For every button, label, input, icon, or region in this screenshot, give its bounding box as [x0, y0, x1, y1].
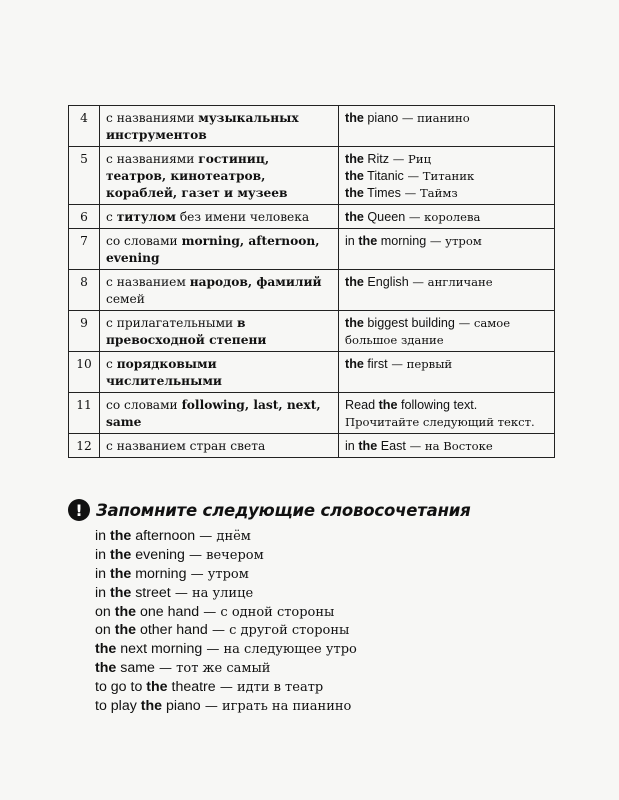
text-segment: to play: [95, 698, 141, 715]
article-the: the: [345, 275, 364, 289]
table-row: [69, 205, 555, 229]
article-the: the: [109, 584, 132, 601]
text-segment: in: [345, 439, 359, 453]
article-the: в превосходной степени: [106, 316, 267, 347]
rule-description: [100, 106, 339, 147]
article-the: following, last, next, same: [106, 398, 321, 429]
text-segment: in: [95, 546, 110, 563]
rule-number: 8: [69, 270, 100, 311]
text-segment: Read: [345, 398, 379, 412]
article-the: the: [109, 546, 132, 563]
text-segment: street: [131, 584, 171, 601]
example-line: [345, 233, 548, 250]
translation-text: — утром: [426, 234, 482, 248]
rule-number: 7: [69, 229, 100, 270]
text-segment: one hand: [136, 603, 200, 620]
remember-title: Запомните следующие словосочетания: [96, 500, 471, 520]
list-item: [95, 659, 568, 678]
article-the: the: [345, 210, 364, 224]
table-row: [69, 434, 555, 458]
example-line: [345, 168, 548, 185]
article-the: титулом: [116, 210, 176, 224]
remember-section: [68, 495, 568, 716]
translation-text: — на следующее утро: [202, 642, 357, 658]
text-segment: piano: [162, 698, 201, 715]
example-line: [345, 356, 548, 373]
table-row: [69, 147, 555, 205]
text-segment: in: [95, 565, 110, 582]
text-segment: Queen: [363, 210, 406, 224]
translation-text: — Риц: [389, 152, 432, 166]
table-row: [69, 106, 555, 147]
text-segment: next morning: [116, 641, 203, 658]
text-segment: on: [95, 622, 115, 639]
text-segment: other hand: [136, 622, 208, 639]
example-line: [345, 414, 548, 431]
rule-description: [100, 311, 339, 352]
text-segment: с названиями: [106, 111, 199, 125]
text-segment: on: [95, 603, 115, 620]
rule-number: 4: [69, 106, 100, 147]
rule-number: 5: [69, 147, 100, 205]
text-segment: с названиями: [106, 152, 199, 166]
list-item: [95, 621, 568, 640]
text-segment: following text.: [397, 398, 478, 412]
rule-example: [339, 311, 555, 352]
table-row: [69, 393, 555, 434]
article-the: the: [345, 111, 364, 125]
text-segment: to go to: [95, 679, 147, 696]
rule-description: [100, 393, 339, 434]
article-the: the: [146, 679, 168, 696]
article-the: the: [95, 660, 117, 677]
rule-number: 11: [69, 393, 100, 434]
list-item: [95, 697, 568, 716]
example-line: [345, 397, 548, 414]
article-the: the: [345, 186, 364, 200]
text-segment: English: [363, 275, 409, 289]
rule-number: 10: [69, 352, 100, 393]
phrase-list: [95, 527, 568, 716]
example-line: [345, 110, 548, 127]
example-line: [345, 315, 548, 349]
remember-header: [68, 495, 568, 525]
text-segment: in: [95, 584, 110, 601]
text-segment: East: [377, 439, 406, 453]
list-item: [95, 640, 568, 659]
text-segment: same: [116, 660, 155, 677]
translation-text: — на Востоке: [405, 439, 493, 453]
rule-number: 12: [69, 434, 100, 458]
translation-text: — первый: [387, 357, 453, 371]
translation-text: — с другой стороны: [207, 623, 350, 639]
rule-example: [339, 352, 555, 393]
article-the: the: [345, 357, 364, 371]
rule-example: [339, 270, 555, 311]
article-the: the: [378, 398, 398, 412]
text-segment: с: [106, 357, 117, 371]
rule-description: [100, 270, 339, 311]
article-the: the: [109, 565, 132, 582]
rule-number: 6: [69, 205, 100, 229]
text-segment: morning: [131, 565, 187, 582]
text-segment: с прилагательными: [106, 316, 238, 330]
rule-example: [339, 229, 555, 270]
table-row: [69, 352, 555, 393]
article-the: the: [358, 234, 378, 248]
list-item: [95, 678, 568, 697]
translation-text: — англичане: [408, 275, 493, 289]
translation-text: — Таймз: [400, 186, 458, 200]
rule-example: [339, 205, 555, 229]
rule-example: [339, 393, 555, 434]
article-the: народов, фамилий: [189, 275, 322, 289]
translation-text: — с одной стороны: [199, 604, 335, 620]
rule-description: [100, 229, 339, 270]
rule-description: [100, 352, 339, 393]
example-line: [345, 185, 548, 202]
table-row: [69, 311, 555, 352]
rule-example: [339, 106, 555, 147]
text-segment: biggest building: [363, 316, 455, 330]
article-the: the: [95, 641, 117, 658]
translation-text: — самое большое здание: [345, 316, 511, 347]
rule-description: [100, 205, 339, 229]
rule-example: [339, 147, 555, 205]
article-the: the: [345, 316, 364, 330]
translation-text: — тот же самый: [154, 661, 271, 677]
list-item: [95, 565, 568, 584]
article-the: the: [345, 152, 364, 166]
text-segment: Titanic: [363, 169, 404, 183]
translation-text: — утром: [186, 566, 249, 582]
translation-text: — Титаник: [403, 169, 475, 183]
text-segment: с: [106, 210, 117, 224]
article-the: порядковыми числительными: [106, 357, 222, 388]
table-row: [69, 229, 555, 270]
article-the: the: [114, 603, 137, 620]
translation-text: — на улице: [170, 585, 254, 601]
text-segment: in: [95, 528, 110, 544]
text-segment: с названием стран света: [106, 439, 266, 453]
translation-text: — вечером: [184, 547, 264, 563]
text-segment: evening: [131, 546, 185, 563]
list-item: [95, 527, 568, 546]
translation-text: — днём: [195, 529, 251, 544]
translation-text: Прочитайте следующий текст.: [345, 415, 535, 429]
example-line: [345, 438, 548, 455]
rules-table-body: [69, 106, 555, 458]
exclamation-icon: !: [68, 499, 90, 521]
rule-number: 9: [69, 311, 100, 352]
article-the: the: [345, 169, 364, 183]
list-item: [95, 603, 568, 622]
article-the: the: [114, 622, 137, 639]
article-the: гостиниц, театров, кинотеатров, кораблей, газет и музеев: [106, 152, 288, 200]
translation-text: — играть на пианино: [200, 699, 352, 715]
rule-description: [100, 434, 339, 458]
text-segment: in: [345, 234, 359, 248]
translation-text: — идти в театр: [215, 680, 324, 696]
translation-text: — пианино: [398, 111, 470, 125]
rule-description: [100, 147, 339, 205]
article-the: the: [109, 528, 132, 544]
example-line: [345, 209, 548, 226]
text-segment: со словами: [106, 398, 182, 412]
text-segment: morning: [377, 234, 427, 248]
article-rules-table: [68, 105, 555, 458]
rule-example: [339, 434, 555, 458]
text-segment: без имени человека: [175, 210, 310, 224]
list-item: [95, 584, 568, 603]
article-the: музыкальных инструментов: [106, 111, 299, 142]
text-segment: Times: [363, 186, 401, 200]
text-segment: first: [363, 357, 388, 371]
text-segment: afternoon: [131, 528, 196, 544]
text-segment: с названием: [106, 275, 190, 289]
article-the: the: [140, 698, 163, 715]
text-segment: Ritz: [363, 152, 390, 166]
text-segment: theatre: [167, 679, 216, 696]
text-segment: piano: [363, 111, 399, 125]
example-line: [345, 151, 548, 168]
list-item: [95, 546, 568, 565]
text-segment: семей: [106, 292, 145, 306]
translation-text: — королева: [405, 210, 481, 224]
article-the: the: [358, 439, 378, 453]
article-the: morning, afternoon, evening: [106, 234, 320, 265]
example-line: [345, 274, 548, 291]
table-row: [69, 270, 555, 311]
text-segment: со словами: [106, 234, 182, 248]
